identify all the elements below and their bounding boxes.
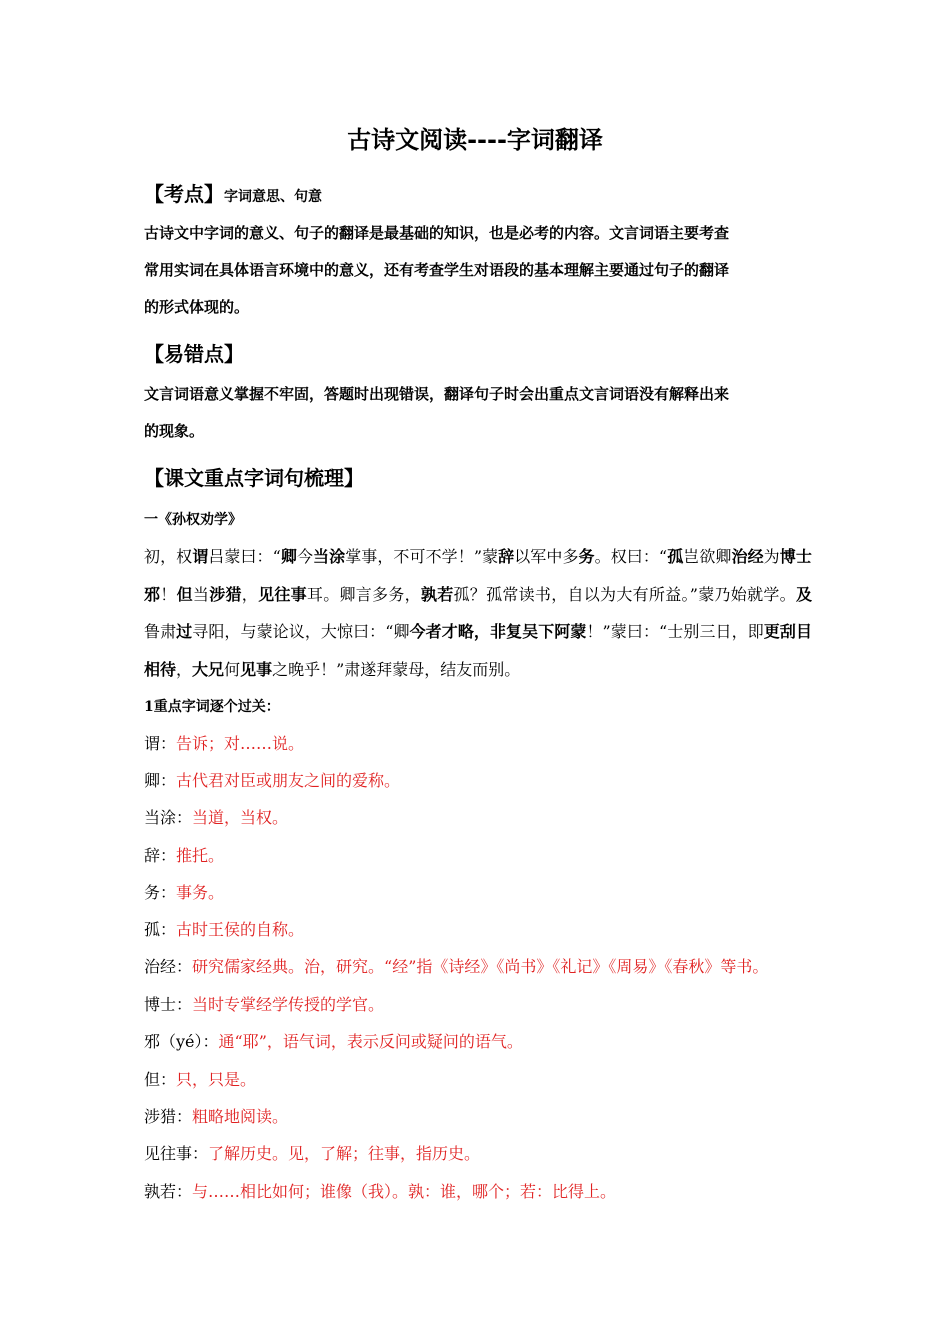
section-shuli xyxy=(144,462,364,491)
vocab-item: 邪（yé）：通“耶”，语气词，表示反问或疑问的语气。 xyxy=(144,1032,523,1051)
kaodian-paragraph xyxy=(144,215,812,326)
vocab-item: 谓：告诉；对……说。 xyxy=(144,734,305,753)
vocab-item: 孰若：与……相比如何；谁像（我）。孰：谁，哪个；若：比得上。 xyxy=(144,1182,617,1201)
page-title: 古诗文阅读----字词翻译 xyxy=(347,126,603,154)
section-kaodian xyxy=(144,178,322,207)
vocab-item: 治经：研究儒家经典。治，研究。“经”指《诗经》《尚书》《礼记》《周易》《春秋》等书。 xyxy=(144,957,769,976)
vocab-item: 见往事：了解历史。见，了解；往事，指历史。 xyxy=(144,1144,481,1163)
vocab-item: 务：事务。 xyxy=(144,883,225,902)
kaodian-line: 古诗文中字词的意义、句子的翻译是最基础的知识，也是必考的内容。文言词语主要考查 xyxy=(144,224,730,242)
kaodian-sub: 字词意思、句意 xyxy=(224,189,322,205)
vocab-heading: 1重点字词逐个过关： xyxy=(144,699,280,715)
vocab-item: 但：只，只是。 xyxy=(144,1070,257,1089)
lesson-title: 一《孙权劝学》 xyxy=(144,512,242,528)
kaodian-line: 的形式体现的。 xyxy=(144,298,250,316)
section-yicuo xyxy=(144,338,244,367)
vocab-item: 辞：推托。 xyxy=(144,846,225,865)
vocab-item: 博士：当时专掌经学传授的学官。 xyxy=(144,995,385,1014)
yicuo-paragraph xyxy=(144,376,812,450)
yicuo-heading: 【易错点】 xyxy=(144,342,244,366)
vocab-item: 孤：古时王侯的自称。 xyxy=(144,920,305,939)
vocab-item: 涉猎：粗略地阅读。 xyxy=(144,1107,289,1126)
kaodian-heading: 【考点】 xyxy=(144,182,224,206)
shuli-heading: 【课文重点字词句梳理】 xyxy=(144,466,364,490)
vocab-item: 当涂：当道，当权。 xyxy=(144,808,289,827)
lesson-passage: 初，权谓吕蒙曰：“卿今当涂掌事，不可不学！”蒙辞以军中多务。权曰：“孤岂欲卿治经为博士邪！但当涉猎，见往事耳。卿言多务，孰若孤？孤常读书，自以为大有所益。”蒙乃始就学。及鲁肃过寻阳，与蒙论议，大惊曰：“卿今者才略，非复吴下阿蒙！”蒙曰：“士别三日，即更刮目相待，大兄何见事之晚乎！”肃遂拜蒙母，结友而别。 xyxy=(144,547,812,679)
vocab-item: 卿：古代君对臣或朋友之间的爱称。 xyxy=(144,771,401,790)
yicuo-line: 文言词语意义掌握不牢固，答题时出现错误，翻译句子时会出重点文言词语没有解释出来 xyxy=(144,385,730,403)
kaodian-line: 常用实词在具体语言环境中的意义，还有考查学生对语段的基本理解主要通过句子的翻译 xyxy=(144,261,730,279)
yicuo-line: 的现象。 xyxy=(144,422,205,440)
